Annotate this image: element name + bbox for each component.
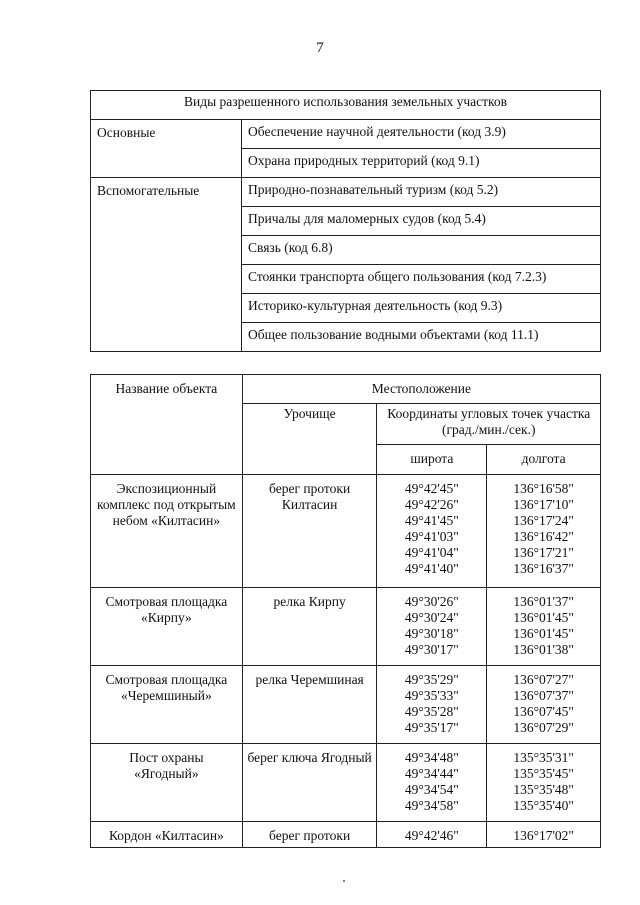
tract-line: берег протоки (269, 828, 351, 843)
land-use-item: Охрана природных территорий (код 9.1) (242, 149, 601, 178)
object-name-cell (91, 666, 243, 744)
latitude-value: 49°42'46" (404, 828, 459, 843)
header-longitude: долгота (487, 445, 601, 475)
latitude-value: 49°34'54" (404, 782, 459, 797)
object-name-line: небом «Килтасин» (112, 513, 221, 528)
longitude-value: 136°17'10" (513, 497, 574, 512)
object-name-cell (91, 475, 243, 588)
longitude-value: 136°16'37" (513, 561, 574, 576)
longitude-value: 136°07'37" (513, 688, 574, 703)
object-lat-cell (377, 666, 487, 744)
longitude-value: 136°01'45" (513, 610, 574, 625)
latitude-value: 49°42'26" (404, 497, 459, 512)
latitude-value: 49°42'45" (404, 481, 459, 496)
object-name-line: Смотровая площадка (105, 672, 228, 687)
objects-table (90, 374, 601, 848)
tract-line: Килтасин (281, 497, 338, 512)
latitude-value: 49°35'29" (404, 672, 459, 687)
longitude-value: 136°07'45" (513, 704, 574, 719)
latitude-value: 49°41'03" (404, 529, 459, 544)
longitude-value: 136°07'27" (513, 672, 574, 687)
scan-speck (343, 880, 345, 882)
object-name-line: комплекс под открытым (97, 497, 236, 512)
object-name-cell (91, 822, 243, 848)
object-tract-cell (242, 744, 377, 822)
object-tract-cell (242, 475, 377, 588)
land-use-item: Общее пользование водными объектами (код 11.1) (242, 323, 601, 352)
land-use-item: Стоянки транспорта общего пользования (код 7.2.3) (242, 265, 601, 294)
header-object-name: Название объекта (91, 375, 243, 475)
header-location: Местоположение (242, 375, 600, 404)
header-tract: Урочище (242, 404, 377, 475)
latitude-value: 49°34'44" (404, 766, 459, 781)
object-lon-cell (487, 822, 601, 848)
longitude-value: 136°01'45" (513, 626, 574, 641)
latitude-value: 49°41'04" (404, 545, 459, 560)
object-row (91, 822, 601, 848)
tract-line: релка Черемшиная (255, 672, 364, 687)
object-lon-cell (487, 588, 601, 666)
longitude-value: 136°07'29" (513, 720, 574, 735)
object-row (91, 475, 601, 588)
latitude-value: 49°30'18" (404, 626, 459, 641)
object-tract-cell (242, 588, 377, 666)
tract-line: релка Кирпу (273, 594, 346, 609)
object-name-line: Смотровая площадка (105, 594, 228, 609)
longitude-value: 135°35'31" (513, 750, 574, 765)
land-use-item: Природно-познавательный туризм (код 5.2) (242, 178, 601, 207)
header-latitude: широта (377, 445, 487, 475)
object-name-line: «Кирпу» (140, 610, 192, 625)
object-name-line: «Черемшиный» (121, 688, 212, 703)
object-row (91, 744, 601, 822)
group-label-main: Основные (91, 120, 242, 178)
objects-header-row (91, 375, 601, 404)
land-use-header: Виды разрешенного использования земельных участков (91, 91, 601, 120)
object-lat-cell (377, 822, 487, 848)
latitude-value: 49°30'26" (404, 594, 459, 609)
longitude-value: 136°01'38" (513, 642, 574, 657)
header-coordinates: Координаты угловых точек участка (град./мин./сек.) (377, 404, 601, 445)
latitude-value: 49°34'58" (404, 798, 459, 813)
tract-line: берег ключа Ягодный (247, 750, 372, 765)
group-label-auxiliary: Вспомогательные (91, 178, 242, 352)
latitude-value: 49°34'48" (404, 750, 459, 765)
longitude-value: 135°35'40" (513, 798, 574, 813)
object-lat-cell (377, 475, 487, 588)
object-tract-cell (242, 822, 377, 848)
longitude-value: 136°16'42" (513, 529, 574, 544)
land-use-header-row (91, 91, 601, 120)
longitude-value: 136°01'37" (513, 594, 574, 609)
longitude-value: 136°17'02" (513, 828, 574, 843)
land-use-row (91, 178, 601, 207)
longitude-value: 135°35'45" (513, 766, 574, 781)
latitude-value: 49°41'45" (404, 513, 459, 528)
latitude-value: 49°35'17" (404, 720, 459, 735)
object-rows (91, 475, 601, 848)
tract-line: берег протоки (269, 481, 351, 496)
object-name-cell (91, 588, 243, 666)
latitude-value: 49°30'24" (404, 610, 459, 625)
latitude-value: 49°35'28" (404, 704, 459, 719)
object-name-line: Экспозиционный (116, 481, 217, 496)
object-lon-cell (487, 744, 601, 822)
latitude-value: 49°41'40" (404, 561, 459, 576)
object-tract-cell (242, 666, 377, 744)
latitude-value: 49°30'17" (404, 642, 459, 657)
longitude-value: 135°35'48" (513, 782, 574, 797)
land-use-row (91, 120, 601, 149)
land-use-item: Историко-культурная деятельность (код 9.3) (242, 294, 601, 323)
latitude-value: 49°35'33" (404, 688, 459, 703)
object-name-line: Пост охраны (129, 750, 204, 765)
land-use-item: Связь (код 6.8) (242, 236, 601, 265)
longitude-value: 136°16'58" (513, 481, 574, 496)
object-name-cell (91, 744, 243, 822)
object-lon-cell (487, 666, 601, 744)
object-lon-cell (487, 475, 601, 588)
land-use-table (90, 90, 601, 352)
object-row (91, 588, 601, 666)
land-use-item: Обеспечение научной деятельности (код 3.9) (242, 120, 601, 149)
object-lat-cell (377, 744, 487, 822)
page-number: 7 (316, 40, 324, 56)
longitude-value: 136°17'24" (513, 513, 574, 528)
object-name-line: «Ягодный» (134, 766, 199, 781)
object-lat-cell (377, 588, 487, 666)
object-row (91, 666, 601, 744)
land-use-item: Причалы для маломерных судов (код 5.4) (242, 207, 601, 236)
longitude-value: 136°17'21" (513, 545, 574, 560)
object-name-line: Кордон «Килтасин» (108, 828, 224, 843)
